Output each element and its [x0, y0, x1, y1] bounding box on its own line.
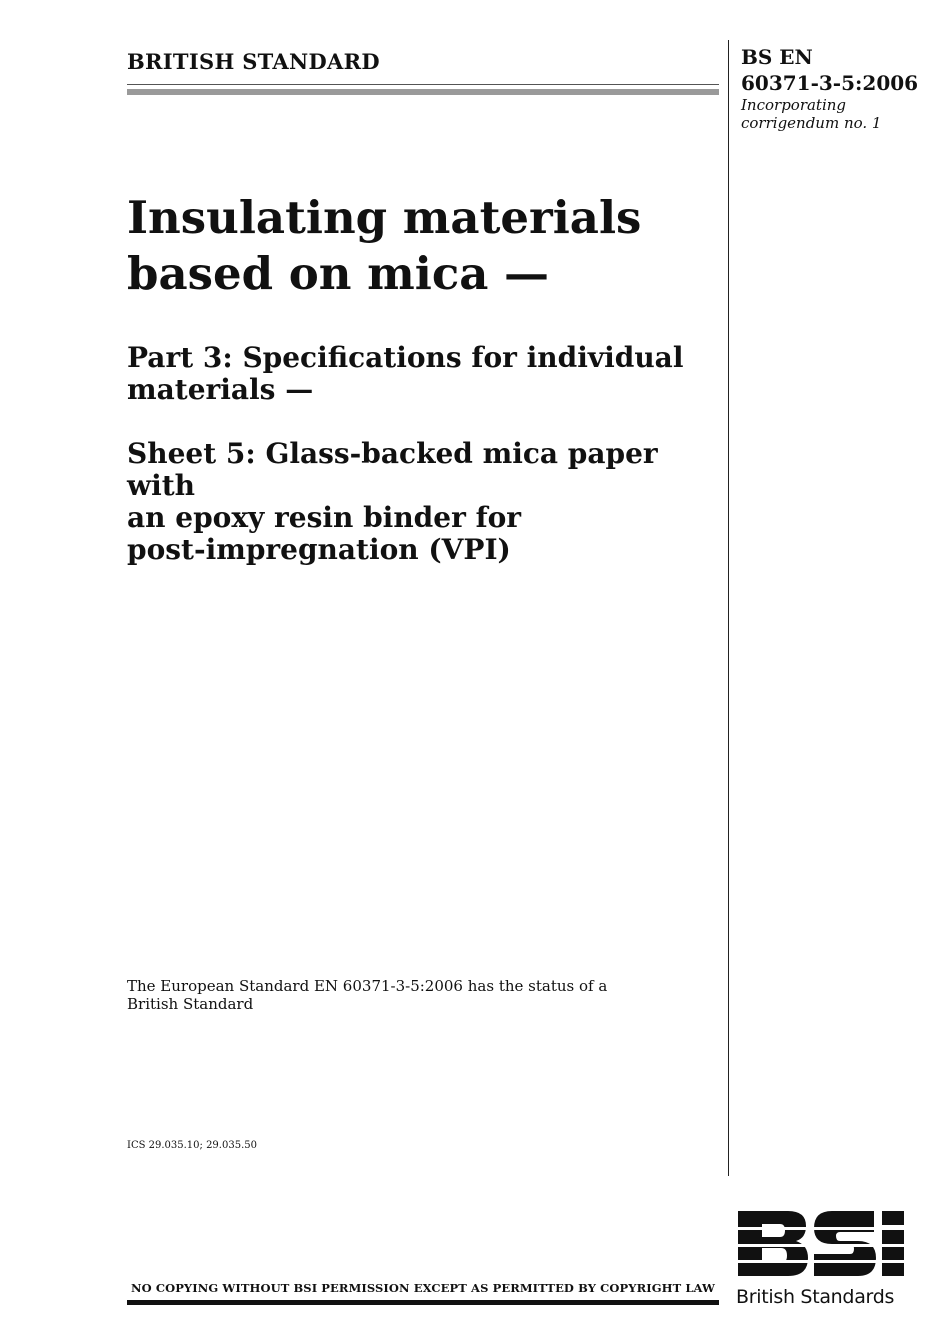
sheet-title-line3: post-impregnation (VPI)	[127, 533, 511, 566]
standard-number	[741, 44, 941, 96]
status-line2: British Standard	[127, 995, 254, 1013]
status-line1: The European Standard EN 60371-3-5:2006 has the status of a	[127, 977, 608, 995]
corrigendum-note	[741, 96, 941, 132]
corrigendum-note-line2: corrigendum no. 1	[741, 114, 882, 132]
part-title-line2: materials —	[127, 373, 314, 406]
part-title-line1: Part 3: Specifications for individual	[127, 341, 684, 374]
main-title-line2: based on mica —	[127, 247, 550, 300]
footer-rule	[127, 1300, 719, 1305]
sheet-title-line1: Sheet 5: Glass-backed mica paper with	[127, 437, 658, 502]
sheet-title	[127, 438, 717, 566]
header-rule-thin	[127, 84, 719, 85]
standard-number-line2: 60371-3-5:2006	[741, 71, 919, 95]
bsi-logo-caption: British Standards	[736, 1286, 895, 1308]
header-rule-thick	[127, 89, 719, 95]
ics-code: ICS 29.035.10; 29.035.50	[127, 1140, 257, 1151]
margin-divider	[728, 40, 729, 1176]
part-title	[127, 342, 717, 406]
document-type-label: BRITISH STANDARD	[127, 49, 380, 74]
main-title-line1: Insulating materials	[127, 191, 642, 244]
status-statement	[127, 977, 627, 1013]
copyright-notice: NO COPYING WITHOUT BSI PERMISSION EXCEPT AS PERMITTED BY COPYRIGHT LAW	[130, 1281, 716, 1295]
corrigendum-note-line1: Incorporating	[741, 96, 847, 114]
sheet-title-line2: an epoxy resin binder for	[127, 501, 522, 534]
standard-number-line1: BS EN	[741, 45, 813, 69]
main-title	[127, 190, 717, 302]
